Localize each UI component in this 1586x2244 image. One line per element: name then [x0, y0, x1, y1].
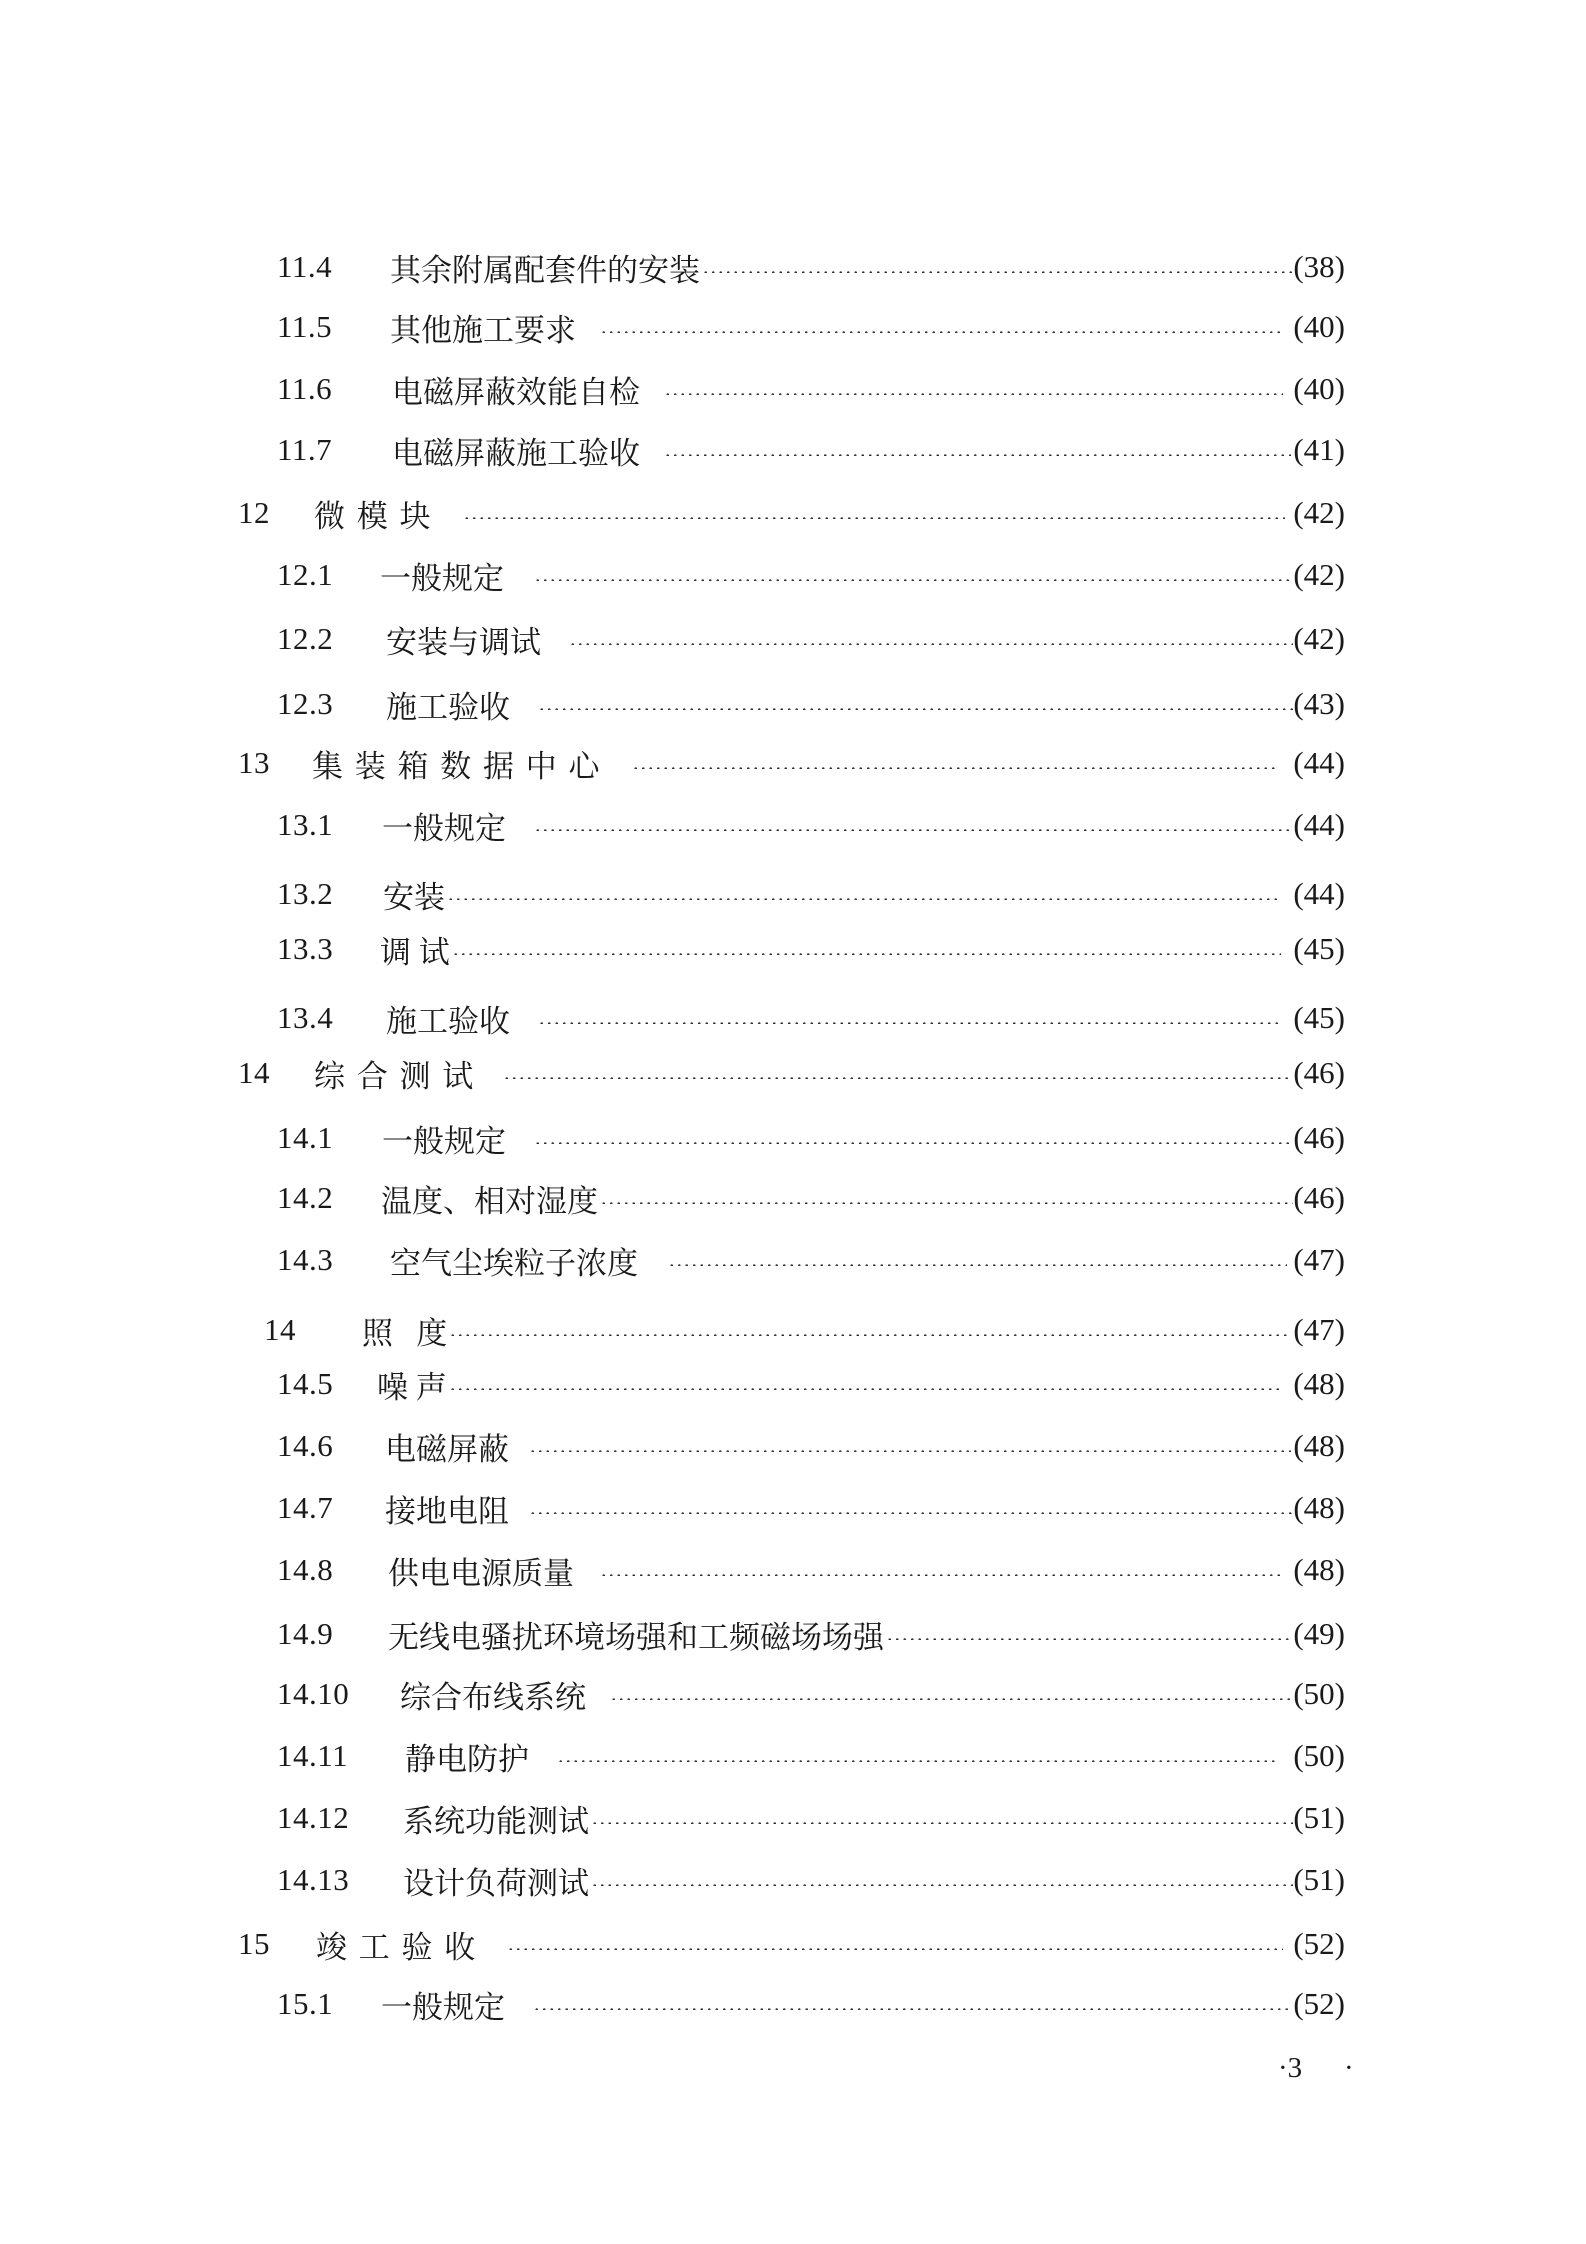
toc-entry-page-number: (52): [1293, 1986, 1345, 2021]
toc-entry-page-number: (50): [1293, 1676, 1345, 1711]
toc-entry-page-number: (44): [1293, 745, 1345, 780]
toc-entry-page-number: (45): [1293, 931, 1345, 966]
toc-entry-page-number: (45): [1293, 1000, 1345, 1035]
toc-entry-title: 电磁屏蔽效能自检: [392, 374, 640, 410]
toc-entry-page-number: (42): [1293, 495, 1345, 530]
toc-section-entry[interactable]: [277, 307, 1345, 347]
toc-chapter-entry[interactable]: [238, 1924, 1345, 1964]
toc-dot-leader: [600, 1202, 1293, 1204]
toc-dot-leader: [529, 1450, 1291, 1452]
toc-section-entry[interactable]: [277, 805, 1345, 845]
toc-entry-title: 照 度: [362, 1315, 448, 1351]
toc-entry-number: 12: [238, 495, 270, 530]
toc-entry-title: 其他施工要求: [390, 312, 576, 348]
toc-dot-leader: [538, 1022, 1279, 1024]
toc-section-entry[interactable]: [264, 1310, 1345, 1350]
toc-entry-number: 14.1: [277, 1120, 334, 1155]
toc-entry-page-number: (48): [1293, 1366, 1345, 1401]
toc-section-entry[interactable]: [277, 555, 1345, 595]
toc-section-entry[interactable]: [277, 1488, 1345, 1528]
toc-entry-title: 静电防护: [405, 1741, 529, 1777]
toc-entry-number: 14.7: [277, 1490, 334, 1525]
toc-entry-number: 14.10: [277, 1676, 350, 1711]
toc-dot-leader: [533, 2008, 1291, 2010]
toc-section-entry[interactable]: [277, 1614, 1345, 1654]
toc-entry-title: 竣 工 验 收: [316, 1929, 478, 1965]
toc-dot-leader: [632, 767, 1280, 769]
toc-dot-leader: [600, 1574, 1281, 1576]
toc-entry-title: 接地电阻: [385, 1493, 509, 1529]
toc-entry-title: 集 装 箱 数 据 中 心: [312, 748, 602, 784]
toc-dot-leader: [702, 271, 1293, 273]
toc-entry-title: 空气尘埃粒子浓度: [390, 1245, 638, 1281]
page-number-trailing-mark: ·: [1344, 2052, 1354, 2084]
toc-dot-leader: [668, 1264, 1287, 1266]
toc-entry-page-number: (42): [1293, 557, 1345, 592]
toc-section-entry[interactable]: [277, 1674, 1345, 1714]
toc-dot-leader: [886, 1638, 1293, 1640]
toc-entry-number: 13.1: [277, 807, 334, 842]
toc-entry-page-number: (47): [1293, 1242, 1345, 1277]
toc-entry-page-number: (44): [1293, 807, 1345, 842]
toc-entry-number: 14: [238, 1055, 270, 1090]
toc-section-entry[interactable]: [277, 1426, 1345, 1466]
toc-section-entry[interactable]: [277, 1736, 1345, 1776]
toc-section-entry[interactable]: [277, 1798, 1345, 1838]
toc-entry-number: 13: [238, 745, 270, 780]
toc-chapter-entry[interactable]: [238, 493, 1345, 533]
toc-dot-leader: [449, 1334, 1289, 1336]
toc-entry-number: 14.8: [277, 1552, 334, 1587]
toc-dot-leader: [534, 1142, 1289, 1144]
toc-entry-title: 噪 声: [377, 1369, 447, 1405]
toc-entry-number: 13.3: [277, 931, 334, 966]
toc-entry-title: 其余附属配套件的安装: [390, 252, 700, 288]
toc-entry-page-number: (42): [1293, 621, 1345, 656]
toc-entry-number: 14.11: [277, 1738, 349, 1773]
toc-entry-page-number: (48): [1293, 1490, 1345, 1525]
toc-entry-title: 综 合 测 试: [314, 1058, 476, 1094]
toc-entry-page-number: (46): [1293, 1120, 1345, 1155]
toc-dot-leader: [610, 1698, 1291, 1700]
toc-entry-title: 设计负荷测试: [403, 1865, 589, 1901]
toc-section-entry[interactable]: [277, 874, 1345, 914]
toc-entry-page-number: (41): [1293, 432, 1345, 467]
toc-section-entry[interactable]: [277, 1550, 1345, 1590]
toc-dot-leader: [569, 643, 1293, 645]
toc-entry-title: 调 试: [380, 934, 450, 970]
toc-dot-leader: [503, 1077, 1293, 1079]
toc-entry-page-number: (47): [1293, 1312, 1345, 1347]
toc-entry-number: 12.3: [277, 686, 334, 721]
page-number: ·3: [1278, 2052, 1303, 2084]
toc-dot-leader: [507, 1948, 1283, 1950]
toc-dot-leader: [664, 454, 1291, 456]
toc-entry-page-number: (44): [1293, 876, 1345, 911]
toc-section-entry[interactable]: [277, 430, 1345, 470]
toc-entry-title: 微 模 块: [314, 498, 433, 534]
toc-entry-page-number: (46): [1293, 1055, 1345, 1090]
toc-entry-number: 14: [264, 1312, 296, 1347]
toc-chapter-entry[interactable]: [238, 743, 1345, 783]
toc-section-entry[interactable]: [277, 619, 1345, 659]
toc-entry-title: 供电电源质量: [388, 1555, 574, 1591]
toc-entry-number: 14.12: [277, 1800, 350, 1835]
toc-entry-number: 11.5: [277, 309, 333, 344]
toc-section-entry[interactable]: [277, 929, 1345, 969]
toc-entry-page-number: (51): [1293, 1800, 1345, 1835]
toc-entry-page-number: (52): [1293, 1926, 1345, 1961]
toc-entry-number: 14.9: [277, 1616, 334, 1651]
toc-entry-page-number: (38): [1293, 249, 1345, 284]
toc-dot-leader: [600, 331, 1281, 333]
toc-entry-page-number: (49): [1293, 1616, 1345, 1651]
toc-entry-number: 13.4: [277, 1000, 334, 1035]
toc-dot-leader: [534, 579, 1293, 581]
toc-entry-title: 一般规定: [382, 810, 506, 846]
toc-entry-number: 12.1: [277, 557, 334, 592]
toc-entry-title: 安装与调试: [386, 624, 541, 660]
toc-section-entry[interactable]: [277, 1118, 1345, 1158]
toc-section-entry[interactable]: [277, 1240, 1345, 1280]
toc-chapter-entry[interactable]: [238, 1053, 1345, 1093]
toc-entry-title: 施工验收: [386, 1003, 510, 1039]
toc-entry-number: 14.2: [277, 1180, 334, 1215]
toc-dot-leader: [447, 898, 1281, 900]
toc-section-entry[interactable]: [277, 1178, 1345, 1218]
toc-entry-number: 12.2: [277, 621, 334, 656]
toc-entry-title: 综合布线系统: [400, 1679, 586, 1715]
toc-entry-title: 一般规定: [382, 1123, 506, 1159]
toc-entry-number: 15.1: [277, 1986, 334, 2021]
toc-dot-leader: [449, 1388, 1282, 1390]
toc-entry-number: 11.6: [277, 371, 333, 406]
toc-dot-leader: [452, 953, 1282, 955]
toc-section-entry[interactable]: [277, 369, 1345, 409]
toc-dot-leader: [529, 1512, 1293, 1514]
toc-section-entry[interactable]: [277, 1984, 1345, 2024]
toc-dot-leader: [463, 517, 1286, 519]
toc-entry-page-number: (40): [1293, 371, 1345, 406]
toc-dot-leader: [591, 1884, 1293, 1886]
toc-dot-leader: [557, 1760, 1279, 1762]
toc-entry-page-number: (51): [1293, 1862, 1345, 1897]
toc-entry-title: 温度、相对湿度: [381, 1183, 598, 1219]
toc-entry-number: 11.4: [277, 249, 333, 284]
toc-entry-title: 电磁屏蔽: [385, 1431, 509, 1467]
toc-entry-page-number: (43): [1293, 686, 1345, 721]
toc-entry-number: 14.5: [277, 1366, 334, 1401]
toc-dot-leader: [538, 708, 1293, 710]
toc-dot-leader: [534, 829, 1289, 831]
toc-entry-number: 14.6: [277, 1428, 334, 1463]
toc-section-entry[interactable]: [277, 1860, 1345, 1900]
toc-dot-leader: [664, 393, 1283, 395]
toc-entry-page-number: (48): [1293, 1552, 1345, 1587]
toc-entry-number: 14.13: [277, 1862, 350, 1897]
toc-dot-leader: [591, 1822, 1293, 1824]
toc-entry-number: 13.2: [277, 876, 334, 911]
toc-entry-title: 一般规定: [380, 560, 504, 596]
toc-section-entry[interactable]: [277, 1364, 1345, 1404]
toc-entry-title: 系统功能测试: [403, 1803, 589, 1839]
toc-entry-number: 11.7: [277, 432, 333, 467]
toc-section-entry[interactable]: [277, 684, 1345, 724]
toc-entry-page-number: (46): [1293, 1180, 1345, 1215]
toc-entry-title: 电磁屏蔽施工验收: [392, 435, 640, 471]
toc-entry-title: 无线电骚扰环境场强和工频磁场场强: [388, 1619, 884, 1655]
toc-section-entry[interactable]: [277, 247, 1345, 287]
toc-entry-page-number: (50): [1293, 1738, 1345, 1773]
toc-entry-page-number: (40): [1293, 309, 1345, 344]
toc-entry-page-number: (48): [1293, 1428, 1345, 1463]
toc-entry-number: 14.3: [277, 1242, 334, 1277]
toc-entry-title: 安装: [383, 879, 445, 915]
toc-entry-number: 15: [238, 1926, 270, 1961]
toc-entry-title: 施工验收: [386, 689, 510, 725]
toc-entry-title: 一般规定: [381, 1989, 505, 2025]
toc-section-entry[interactable]: [277, 998, 1345, 1038]
